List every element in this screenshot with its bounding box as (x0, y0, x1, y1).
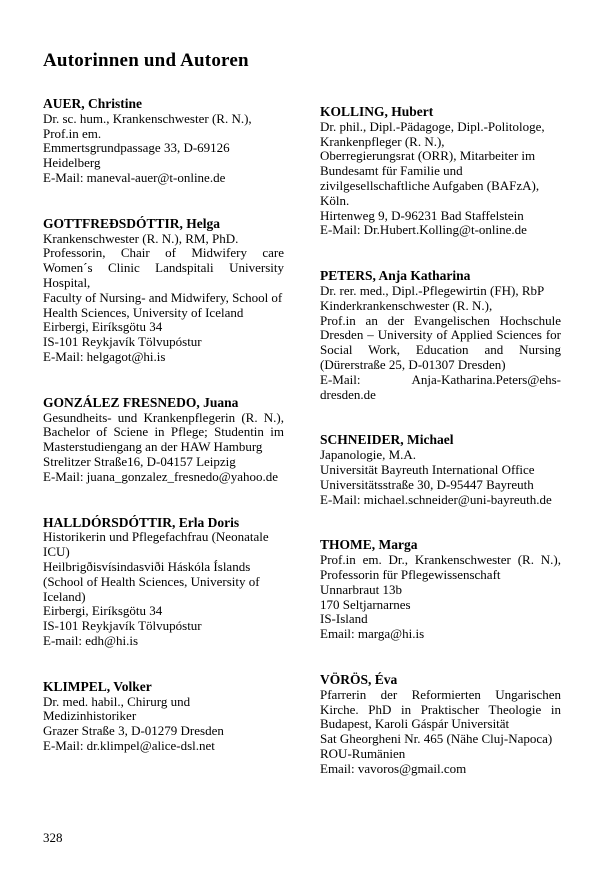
author-detail-line: Prof.in an der Evangelischen Hochschule (320, 312, 561, 328)
author-name: GOTTFREÐSDÓTTIR, Helga (43, 215, 221, 231)
author-name: PETERS, Anja Katharina (320, 268, 471, 284)
author-detail-line: Budapest, Karoli Gáspár Universität (320, 716, 510, 732)
author-detail-line: Kirche. PhD in Praktischer Theologie in (320, 701, 561, 717)
author-detail-line: ICU) (43, 544, 70, 560)
author-entry (320, 673, 561, 777)
author-entry (43, 396, 284, 485)
author-entry (43, 516, 284, 649)
author-detail-line: 170 Seltjarnarnes (320, 596, 411, 612)
author-detail-line: IS-Island (320, 611, 368, 627)
author-entry (320, 269, 561, 402)
author-detail-line: (Dürerstraße 25, D-01307 Dresden) (320, 356, 506, 372)
author-detail-line: Gesundheits- und Krankenpflegerin (R. N.), (43, 409, 284, 425)
author-name: SCHNEIDER, Michael (320, 432, 454, 448)
author-entry (43, 97, 284, 186)
author-detail-line: Bundesamt für Familie und (320, 163, 463, 179)
author-detail-line: Faculty of Nursing- and Midwifery, School of (43, 289, 283, 305)
author-entry (320, 538, 561, 642)
author-detail-line: Dr. med. habil., Chirurg und (43, 693, 191, 709)
author-detail-line: E-Mail: maneval-auer@t-online.de (43, 169, 226, 185)
author-detail-line: Prof.in em. Dr., Krankenschwester (R. N.), (320, 552, 561, 568)
author-detail-line: Eirbergi, Eiríksgötu 34 (43, 603, 163, 619)
author-detail-line: Hospital, (43, 274, 91, 290)
author-detail-line: Kinderkrankenschwester (R. N.), (320, 297, 493, 313)
author-entry (320, 433, 561, 507)
author-detail-line: (School of Health Sciences, University of (43, 573, 260, 589)
author-detail-line: Sat Gheorgheni Nr. 465 (Nähe Cluj-Napoca) (320, 731, 553, 747)
author-detail-line: Professorin für Pflegewissenschaft (320, 566, 501, 582)
author-detail-line: Universität Bayreuth International Office (320, 461, 535, 477)
author-name: AUER, Christine (43, 96, 143, 111)
author-detail-line: Universitätsstraße 30, D-95447 Bayreuth (320, 476, 534, 492)
author-detail-line: Medizinhistoriker (43, 708, 137, 724)
author-name: KOLLING, Hubert (320, 104, 434, 119)
author-detail-line: Masterstudiengang an der HAW Hamburg (43, 439, 263, 455)
author-detail-line: Unnarbraut 13b (320, 581, 402, 597)
author-detail-line: E-Mail: helgagot@hi.is (43, 348, 166, 364)
author-detail-line: E-mail: edh@hi.is (43, 632, 139, 648)
author-detail-line: IS-101 Reykjavík Tölvupóstur (43, 334, 202, 350)
author-detail-line: E-Mail: Anja-Katharina.Peters@ehs- (320, 371, 561, 387)
author-detail-line: Hirtenweg 9, D-96231 Bad Staffelstein (320, 207, 524, 223)
author-detail-line: Women´s Clinic Landspitali University (43, 260, 284, 276)
author-name: VÖRÖS, Éva (320, 671, 398, 687)
author-detail-line: Dresden – University of Applied Sciences for (320, 327, 561, 343)
authors-column-left (43, 97, 284, 785)
author-detail-line: Dr. sc. hum., Krankenschwester (R. N.), (43, 110, 252, 126)
author-detail-line: IS-101 Reykjavík Tölvupóstur (43, 618, 202, 634)
author-name: THOME, Marga (320, 537, 418, 553)
page-number: 328 (43, 830, 63, 845)
author-detail-line: zivilgesellschaftliche Aufgaben (BAFzA), (320, 177, 540, 193)
author-detail-line: Email: vavoros@gmail.com (320, 760, 467, 776)
author-detail-line: Eirbergi, Eiríksgötu 34 (43, 319, 163, 335)
author-detail-line: Strelitzer Straße16, D-04157 Leipzig (43, 453, 236, 469)
author-detail-line: Social Work, Education and Nursing (320, 342, 561, 358)
author-detail-line: E-Mail: dr.klimpel@alice-dsl.net (43, 737, 215, 753)
author-detail-line: Oberregierungsrat (ORR), Mitarbeiter im (320, 148, 536, 164)
author-entry (43, 680, 284, 754)
author-entry (320, 105, 561, 238)
author-detail-line: Professorin, Chair of Midwifery care (43, 245, 284, 261)
author-detail-line: Emmertsgrundpassage 33, D-69126 (43, 140, 230, 156)
author-detail-line: Grazer Straße 3, D-01279 Dresden (43, 723, 224, 739)
author-detail-line: Japanologie, M.A. (320, 447, 417, 463)
authors-column-right (320, 105, 561, 807)
author-detail-line: Prof.in em. (43, 125, 102, 141)
author-detail-line: Köln. (320, 192, 350, 208)
author-detail-line: E-Mail: juana_gonzalez_fresnedo@yahoo.de (43, 468, 279, 484)
author-detail-line: Heilbrigðisvísindasviði Háskóla Íslands (43, 558, 251, 574)
author-detail-line: Dr. phil., Dipl.-Pädagoge, Dipl.-Politologe, (320, 118, 545, 134)
page-title: Autorinnen und Autoren (43, 50, 249, 71)
author-detail-line: ROU-Rumänien (320, 745, 406, 761)
author-detail-line: Krankenschwester (R. N.), RM, PhD. (43, 230, 239, 246)
author-detail-line: Health Sciences, University of Iceland (43, 304, 244, 320)
author-detail-line: Krankenpfleger (R. N.), (320, 133, 445, 149)
author-detail-line: E-Mail: Dr.Hubert.Kolling@t-online.de (320, 222, 527, 238)
author-detail-line: Bachelor of Sciene in Pflege; Studentin im (43, 424, 284, 440)
author-detail-line: dresden.de (320, 386, 376, 402)
author-name: GONZÁLEZ FRESNEDO, Juana (43, 394, 239, 410)
author-detail-line: Iceland) (43, 588, 86, 604)
author-detail-line: Heidelberg (43, 155, 101, 171)
author-name: HALLDÓRSDÓTTIR, Erla Doris (43, 514, 240, 530)
author-detail-line: Email: marga@hi.is (320, 626, 425, 642)
author-name: KLIMPEL, Volker (43, 678, 152, 694)
author-detail-line: Historikerin und Pflegefachfrau (Neonatale (43, 529, 269, 545)
author-detail-line: Pfarrerin der Reformierten Ungarischen (320, 686, 561, 702)
author-detail-line: Dr. rer. med., Dipl.-Pflegewirtin (FH), RbP (320, 282, 545, 298)
author-entry (43, 217, 284, 365)
author-detail-line: E-Mail: michael.schneider@uni-bayreuth.de (320, 491, 552, 507)
